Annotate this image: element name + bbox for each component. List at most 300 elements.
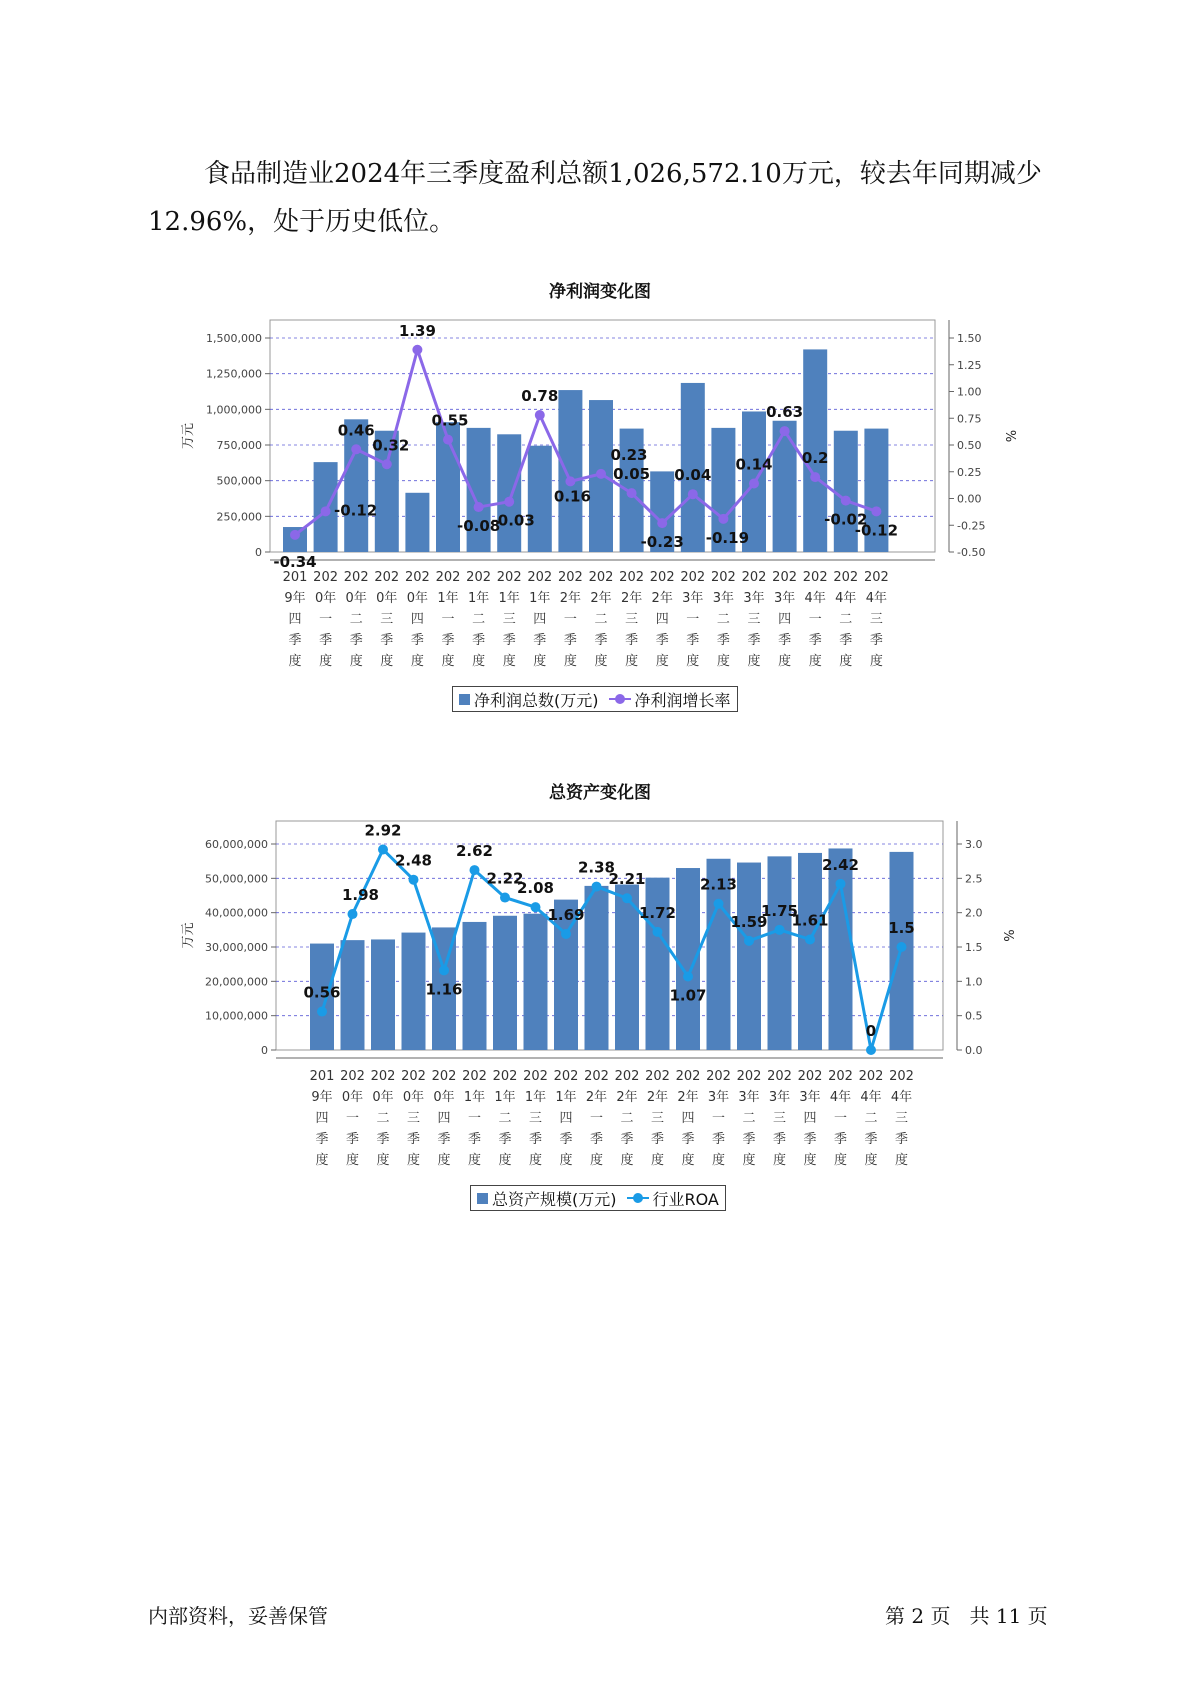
category-label: 季	[655, 633, 669, 648]
right-axis-tick-label: 0.5	[965, 1009, 983, 1023]
category-label: 度	[686, 654, 700, 669]
category-label: 202	[374, 570, 400, 585]
category-label: 度	[563, 654, 577, 669]
data-label: 1.98	[341, 886, 380, 905]
category-label: 度	[467, 1153, 482, 1168]
category-label: 202	[802, 570, 828, 585]
category-label: 202	[675, 1069, 701, 1084]
category-label: 季	[528, 1132, 543, 1147]
category-label: 4年	[804, 591, 826, 606]
data-label: -0.12	[854, 521, 899, 540]
line-point	[683, 972, 693, 982]
category-label: 4年	[829, 1090, 852, 1105]
category-label: 季	[533, 633, 547, 648]
left-axis-tick-label: 1,500,000	[206, 332, 262, 345]
data-label: -0.19	[705, 528, 750, 547]
category-label: 季	[778, 633, 792, 648]
category-label: 季	[833, 1132, 848, 1147]
category-label: 度	[742, 1153, 756, 1168]
right-axis-tick-label: 1.00	[957, 385, 982, 399]
data-label: 0.56	[303, 983, 341, 1002]
line-point	[531, 902, 541, 912]
data-label: 0.63	[766, 403, 804, 422]
category-label: 度	[833, 1153, 848, 1168]
category-label: 202	[889, 1069, 914, 1084]
legend-item-net-profit-growth	[609, 688, 731, 711]
category-label: 1年	[463, 1090, 486, 1105]
category-label: 202	[553, 1069, 579, 1084]
category-label: 0年	[345, 591, 367, 606]
data-label: 0.55	[431, 411, 469, 430]
category-label: 度	[803, 1153, 817, 1168]
category-label: 202	[584, 1069, 609, 1084]
category-label: 季	[716, 633, 730, 648]
data-label: 0	[865, 1022, 877, 1040]
data-label: 2.22	[486, 869, 524, 888]
left-axis-tick-label: 1,250,000	[206, 367, 262, 381]
left-axis-label: 万元	[181, 922, 196, 949]
category-label: 一	[808, 612, 822, 627]
category-label: 202	[863, 570, 889, 585]
category-label: 三	[772, 1111, 787, 1126]
category-label: 度	[650, 1153, 665, 1168]
bar	[524, 914, 548, 1050]
category-label: 一	[833, 1111, 848, 1126]
category-label: 度	[594, 654, 608, 669]
right-axis-tick-label: -0.25	[957, 519, 986, 533]
category-label: 202	[767, 1069, 792, 1084]
bar	[798, 853, 822, 1050]
category-label: 三	[625, 612, 639, 627]
category-label: 四	[681, 1111, 695, 1126]
category-label: 一	[441, 612, 455, 627]
category-label: 度	[528, 1153, 543, 1168]
category-label: 202	[614, 1069, 640, 1084]
category-label: 季	[315, 1132, 329, 1147]
category-label: 季	[594, 633, 608, 648]
category-label: 季	[625, 633, 639, 648]
data-label: 1.59	[730, 912, 768, 931]
legend-line-swatch	[627, 1193, 649, 1203]
data-label: -0.12	[333, 501, 378, 520]
category-label: 二	[349, 612, 363, 627]
right-axis-label: %	[1002, 429, 1017, 443]
category-label: 三	[894, 1111, 909, 1126]
data-label: 1.69	[547, 905, 585, 924]
category-label: 202	[523, 1069, 548, 1084]
category-label: 四	[778, 612, 792, 627]
category-label: 度	[716, 654, 730, 669]
category-label: 202	[772, 570, 798, 585]
data-label: -0.34	[273, 552, 317, 571]
bar	[528, 446, 552, 552]
category-label: 202	[797, 1069, 823, 1084]
data-label: 2.38	[577, 858, 616, 877]
data-label: 0.05	[613, 465, 651, 484]
category-label: 季	[772, 1132, 787, 1147]
category-label: 季	[681, 1132, 695, 1147]
category-label: 202	[435, 570, 461, 585]
category-label: 度	[437, 1153, 451, 1168]
bar	[737, 863, 761, 1050]
right-axis-tick-label: 2.5	[965, 872, 983, 886]
legend-label: 净利润增长率	[634, 690, 731, 710]
legend-bar-swatch	[459, 694, 470, 705]
data-label: 1.61	[791, 911, 829, 930]
category-label: 0年	[406, 591, 429, 606]
category-label: 201	[309, 1069, 335, 1084]
data-label: 1.39	[398, 321, 436, 340]
category-label: 202	[828, 1069, 853, 1084]
line-point	[749, 479, 759, 489]
category-label: 四	[533, 612, 547, 627]
line-point	[780, 426, 790, 436]
category-label: 季	[589, 1132, 604, 1147]
line-point	[810, 472, 820, 482]
category-label: 二	[498, 1111, 512, 1126]
left-axis-tick-label: 1,000,000	[206, 403, 262, 417]
category-label: 202	[496, 570, 522, 585]
category-label: 4年	[865, 591, 888, 606]
category-label: 202	[462, 1069, 487, 1084]
category-label: 202	[340, 1069, 365, 1084]
data-label: 1.72	[638, 903, 677, 922]
right-axis-tick-label: 0.00	[957, 492, 982, 506]
line-point	[622, 893, 632, 903]
category-label: 度	[319, 654, 333, 669]
legend-label: 行业ROA	[652, 1189, 719, 1209]
line-point	[592, 882, 602, 892]
data-label: 0.32	[372, 436, 410, 455]
category-label: 二	[742, 1111, 756, 1126]
category-label: 度	[380, 654, 394, 669]
category-label: 202	[404, 570, 430, 585]
category-label: 2年	[620, 591, 643, 606]
category-label: 度	[620, 1153, 634, 1168]
bar	[829, 848, 853, 1050]
line-point	[627, 488, 637, 498]
category-label: 四	[655, 612, 669, 627]
category-label: 0年	[433, 1090, 455, 1105]
data-label: 2.13	[699, 875, 738, 894]
category-label: 季	[620, 1132, 634, 1147]
data-label: 1.07	[669, 986, 707, 1005]
category-label: 度	[772, 1153, 787, 1168]
category-label: 0年	[402, 1090, 425, 1105]
right-axis-tick-label: 2.0	[965, 906, 983, 920]
right-axis-tick-label: 0.25	[957, 465, 982, 479]
line-point	[596, 469, 606, 479]
legend-bar-swatch	[477, 1193, 488, 1204]
category-label: 1年	[498, 591, 520, 606]
chart-title-net-profit: 净利润变化图	[549, 282, 651, 302]
category-label: 二	[864, 1111, 878, 1126]
category-label: 201	[282, 570, 308, 585]
data-label: 2.08	[516, 879, 555, 898]
category-label: 202	[833, 570, 859, 585]
category-label: 度	[839, 654, 853, 669]
category-label: 度	[747, 654, 761, 669]
category-label: 1年	[529, 591, 551, 606]
category-label: 季	[839, 633, 853, 648]
bar	[773, 421, 797, 552]
category-label: 202	[370, 1069, 396, 1084]
category-label: 季	[742, 1132, 756, 1147]
category-label: 三	[502, 612, 516, 627]
category-label: 3年	[707, 1090, 730, 1105]
category-label: 三	[406, 1111, 421, 1126]
right-axis-tick-label: 1.50	[957, 332, 982, 345]
legend-net-profit	[452, 686, 738, 712]
category-label: 季	[349, 633, 363, 648]
category-label: 季	[437, 1132, 451, 1147]
line-point	[657, 518, 667, 528]
category-label: 1年	[524, 1090, 547, 1105]
category-label: 度	[808, 654, 822, 669]
line-point	[535, 410, 545, 420]
category-label: 202	[527, 570, 553, 585]
line-point	[871, 506, 881, 516]
right-axis-tick-label: 1.5	[965, 941, 983, 954]
data-label: 2.42	[821, 855, 860, 874]
category-label: 202	[706, 1069, 731, 1084]
category-label: 季	[376, 1132, 390, 1147]
category-label: 度	[349, 654, 363, 669]
category-label: 202	[401, 1069, 426, 1084]
line-point	[470, 865, 480, 875]
left-axis-tick-label: 40,000,000	[205, 906, 268, 920]
line-point	[412, 345, 422, 355]
category-label: 度	[894, 1153, 909, 1168]
category-label: 季	[380, 633, 394, 648]
category-label: 1年	[467, 591, 490, 606]
line-point	[805, 934, 815, 944]
line-point	[500, 893, 510, 903]
category-label: 度	[625, 654, 639, 669]
category-label: 2年	[616, 1090, 638, 1105]
category-label: 季	[410, 633, 424, 648]
line-point	[409, 875, 419, 885]
line-point	[382, 459, 392, 469]
left-axis-tick-label: 0	[261, 1044, 268, 1057]
category-label: 0年	[314, 591, 337, 606]
left-axis-tick-label: 10,000,000	[205, 1009, 268, 1023]
chart-title-total-assets: 总资产变化图	[549, 783, 651, 803]
category-label: 一	[686, 612, 700, 627]
category-label: 三	[528, 1111, 543, 1126]
category-label: 一	[467, 1111, 482, 1126]
data-label: -0.02	[824, 510, 868, 529]
category-label: 度	[533, 654, 547, 669]
category-label: 202	[619, 570, 645, 585]
legend-label: 净利润总数(万元)	[474, 690, 599, 710]
footer-confidential: 内部资料，妥善保管	[148, 1604, 328, 1628]
category-label: 二	[594, 612, 608, 627]
category-label: 2年	[590, 591, 612, 606]
category-label: 2年	[651, 591, 673, 606]
line-point	[321, 506, 331, 516]
category-label: 3年	[743, 591, 765, 606]
footer-page-number: 第 2 页 共 11 页	[885, 1604, 1048, 1628]
line-point	[897, 942, 907, 952]
category-label: 度	[655, 654, 669, 669]
category-label: 季	[803, 1132, 817, 1147]
category-label: 202	[557, 570, 583, 585]
category-label: 季	[345, 1132, 360, 1147]
category-label: 度	[345, 1153, 360, 1168]
line-point	[653, 927, 663, 937]
category-label: 季	[711, 1132, 726, 1147]
category-label: 三	[747, 612, 761, 627]
category-label: 度	[681, 1153, 695, 1168]
line-point	[714, 899, 724, 909]
category-label: 2年	[646, 1090, 669, 1105]
category-label: 度	[869, 654, 883, 669]
line-point	[504, 497, 514, 507]
bar	[497, 434, 521, 552]
category-label: 季	[686, 633, 700, 648]
category-label: 季	[472, 633, 486, 648]
bar	[493, 916, 517, 1050]
category-label: 9年	[284, 591, 306, 606]
legend-label: 总资产规模(万元)	[492, 1189, 617, 1209]
data-label: 0.23	[610, 445, 648, 464]
category-label: 一	[589, 1111, 604, 1126]
category-label: 季	[502, 633, 516, 648]
bar	[402, 933, 426, 1050]
category-label: 度	[315, 1153, 329, 1168]
data-label: 1.5	[888, 919, 915, 937]
category-label: 季	[894, 1132, 909, 1147]
category-label: 季	[288, 633, 302, 648]
data-label: 2.62	[455, 842, 494, 861]
category-label: 202	[343, 570, 369, 585]
right-axis-tick-label: 3.0	[965, 838, 983, 851]
left-axis-tick-label: 750,000	[216, 439, 262, 452]
line-point	[348, 909, 358, 919]
line-point	[474, 502, 484, 512]
right-axis-tick-label: 0.50	[957, 439, 982, 452]
category-label: 2年	[677, 1090, 699, 1105]
category-label: 9年	[311, 1090, 333, 1105]
line-point	[439, 965, 449, 975]
category-label: 季	[747, 633, 761, 648]
category-label: 度	[441, 654, 455, 669]
left-axis-tick-label: 20,000,000	[205, 975, 268, 989]
category-label: 度	[406, 1153, 421, 1168]
right-axis-tick-label: -0.50	[957, 546, 986, 559]
category-label: 四	[410, 612, 424, 627]
category-label: 度	[472, 654, 486, 669]
category-label: 一	[319, 612, 333, 627]
line-point	[744, 936, 754, 946]
category-label: 202	[431, 1069, 457, 1084]
category-label: 度	[498, 1153, 512, 1168]
bar	[585, 886, 609, 1050]
category-label: 202	[492, 1069, 518, 1084]
category-label: 202	[645, 1069, 670, 1084]
category-label: 4年	[890, 1090, 913, 1105]
left-axis-tick-label: 30,000,000	[205, 941, 268, 954]
data-label: 2.92	[364, 821, 402, 840]
line-point	[443, 435, 453, 445]
category-label: 度	[589, 1153, 604, 1168]
bar	[463, 922, 487, 1050]
line-point	[866, 1045, 876, 1055]
category-label: 4年	[835, 591, 857, 606]
legend-item-net-profit-total	[459, 688, 599, 711]
data-label: 0.16	[553, 487, 591, 506]
legend-item-industry-roa	[627, 1187, 719, 1210]
category-label: 202	[858, 1069, 884, 1084]
category-label: 202	[466, 570, 492, 585]
category-label: 一	[563, 612, 577, 627]
category-label: 季	[563, 633, 577, 648]
category-label: 202	[710, 570, 736, 585]
data-label: 1.16	[425, 980, 463, 999]
category-label: 度	[410, 654, 424, 669]
data-label: 0.04	[674, 466, 712, 485]
category-label: 3年	[799, 1090, 821, 1105]
category-label: 季	[441, 633, 455, 648]
data-label: 0.14	[735, 455, 773, 474]
category-label: 二	[620, 1111, 634, 1126]
category-label: 202	[313, 570, 339, 585]
bar	[371, 939, 395, 1050]
category-label: 季	[467, 1132, 482, 1147]
summary-text: 食品制造业2024年三季度盈利总额1,026,572.10万元，较去年同期减少12.96%，处于历史低位。	[148, 159, 1042, 237]
category-label: 3年	[712, 591, 735, 606]
line-point	[775, 925, 785, 935]
category-label: 度	[778, 654, 792, 669]
data-label: 0.78	[521, 387, 559, 406]
category-label: 度	[864, 1153, 878, 1168]
category-label: 2年	[585, 1090, 608, 1105]
category-label: 1年	[437, 591, 459, 606]
category-label: 季	[864, 1132, 878, 1147]
left-axis-tick-label: 500,000	[216, 474, 262, 488]
category-label: 一	[345, 1111, 360, 1126]
category-label: 度	[502, 654, 516, 669]
category-label: 度	[711, 1153, 726, 1168]
legend-line-swatch	[609, 694, 631, 704]
category-label: 四	[559, 1111, 573, 1126]
bar	[341, 940, 365, 1050]
category-label: 四	[803, 1111, 817, 1126]
line-point	[565, 476, 575, 486]
category-label: 3年	[773, 591, 796, 606]
category-label: 0年	[376, 591, 398, 606]
category-label: 季	[319, 633, 333, 648]
line-point	[836, 879, 846, 889]
category-label: 3年	[768, 1090, 791, 1105]
line-point	[290, 530, 300, 540]
category-label: 四	[315, 1111, 329, 1126]
category-label: 202	[649, 570, 675, 585]
category-label: 三	[869, 612, 883, 627]
right-axis-label: %	[1000, 929, 1015, 942]
category-label: 度	[288, 654, 302, 669]
category-label: 二	[472, 612, 486, 627]
data-label: 1.75	[760, 901, 799, 920]
left-axis-tick-label: 250,000	[216, 510, 262, 524]
category-label: 1年	[494, 1090, 516, 1105]
category-label: 202	[736, 1069, 762, 1084]
category-label: 季	[498, 1132, 512, 1147]
line-point	[351, 444, 361, 454]
category-label: 3年	[682, 591, 704, 606]
right-axis-tick-label: 1.25	[957, 358, 982, 372]
